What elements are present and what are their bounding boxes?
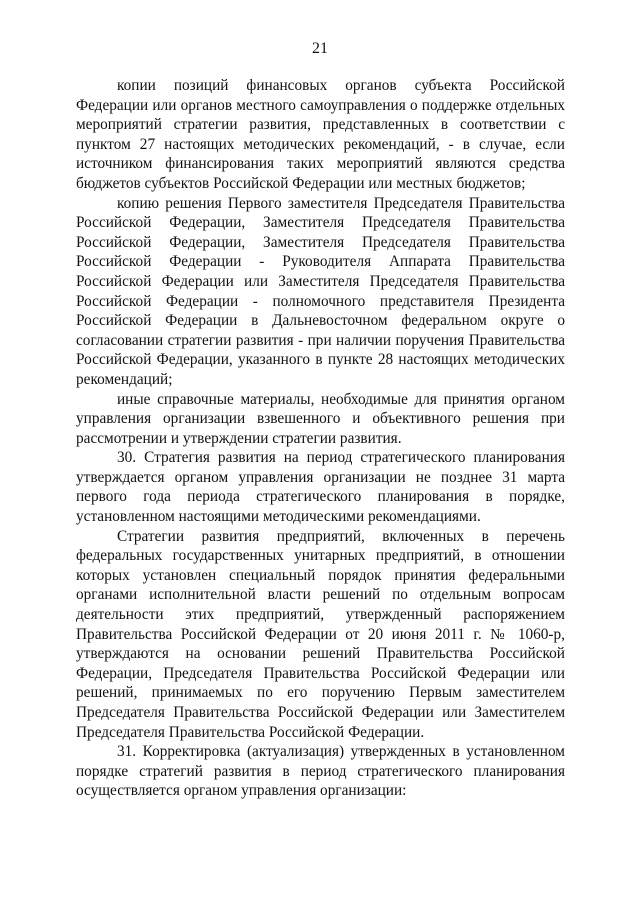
paragraph-item-30: 30. Стратегия развития на период стратегического планирования утверждается органом управления организации не позднее 31 марта первого года периода стратегического планирования в порядке, установленном настоящими методическими рекомендациями. bbox=[76, 449, 565, 526]
page-number: 21 bbox=[312, 40, 328, 57]
paragraph-financial-positions: копии позиций финансовых органов субъекта Российской Федерации или органов местного самоуправления о поддержке отдельных мероприятий стратегии развития, представленных в соответствии с пунктом 27 настоящих методических рекомендаций, - в случае, если источником финансирования таких мероприятий являются средства бюджетов субъектов Российской Федерации или местных бюджетов; bbox=[76, 77, 565, 192]
paragraph-unitary-enterprises: Стратегии развития предприятий, включенных в перечень федеральных государственных унитарных предприятий, в отношении которых установлен специальный порядок принятия федеральными органами исполнительной власти решений по отдельным вопросам деятельности этих предприятий, утвержденный распоряжением Правительства Российской Федерации от 20 июня 2011 г. № 1060-р, утверждаются на основании решений Правительства Российской Федерации, Председателя Правительства Российской Федерации или решений, принимаемых по его поручению Первым заместителем Председателя Правительства Российской Федерации или Заместителем Председателя Правительства Российской Федерации. bbox=[76, 527, 565, 741]
document-body bbox=[76, 76, 565, 801]
paragraph-decision-copy: копию решения Первого заместителя Председателя Правительства Российской Федерации, Заместителя Председателя Правительства Российской Федерации, Заместителя Председателя Правительства Российской Федерации - Руководителя Аппарата Правительства Российской Федерации или Заместителя Председателя Правительства Российской Федерации - полномочного представителя Президента Российской Федерации в Дальневосточном федеральном округе о согласовании стратегии развития - при наличии поручения Правительства Российской Федерации, указанного в пункте 28 настоящих методических рекомендаций; bbox=[76, 194, 565, 388]
paragraph-reference-materials: иные справочные материалы, необходимые для принятия органом управления организации взвешенного и объективного решения при рассмотрении и утверждении стратегии развития. bbox=[76, 390, 565, 447]
paragraph-item-31: 31. Корректировка (актуализация) утвержденных в установленном порядке стратегий развития в период стратегического планирования осуществляется органом управления организации: bbox=[76, 743, 565, 800]
